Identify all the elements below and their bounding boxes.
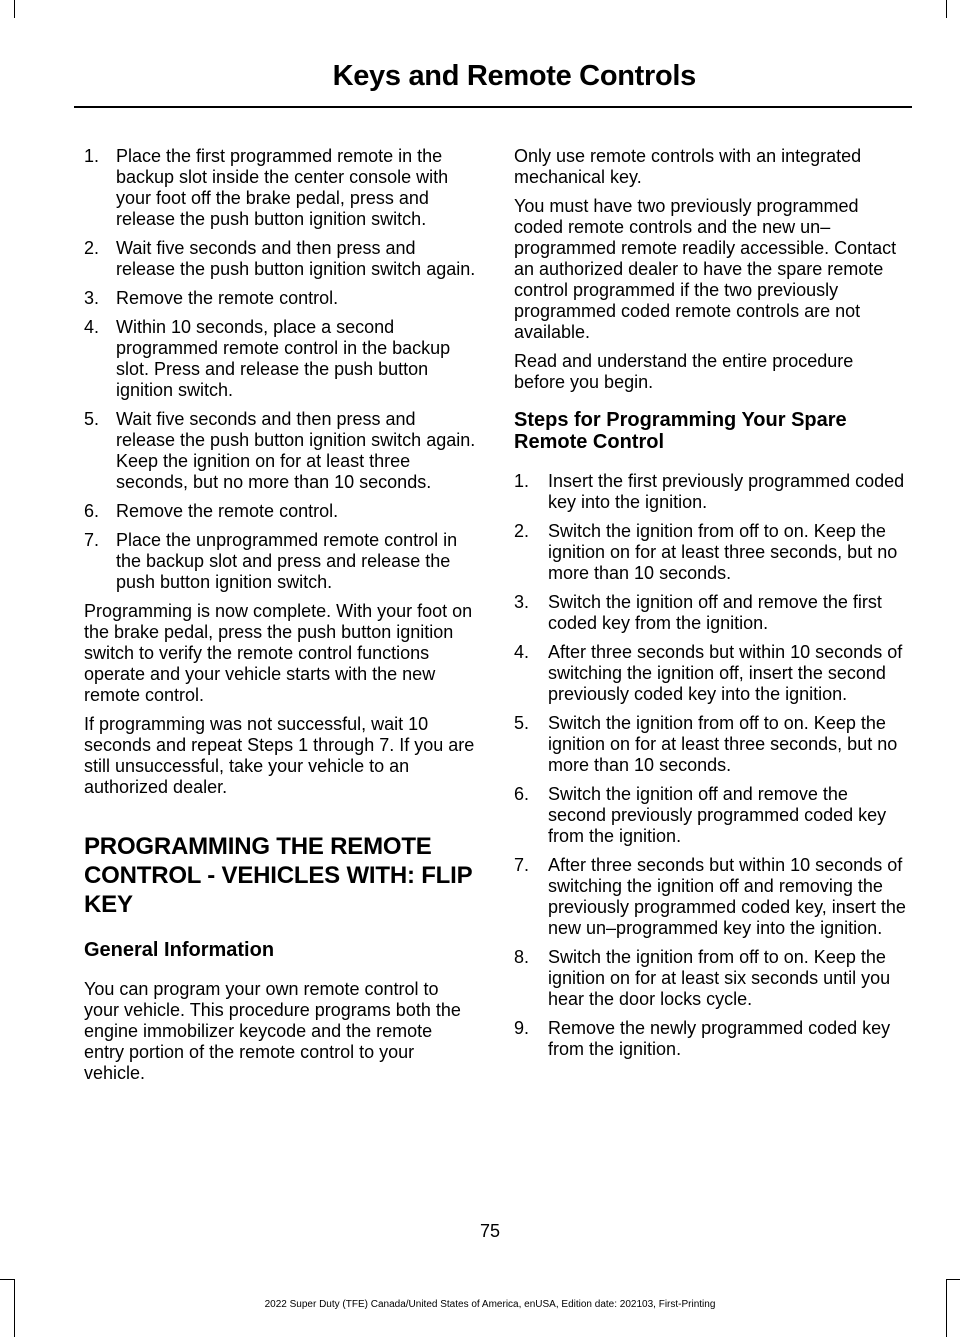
list-item: 8. Switch the ignition from off to on. Keep the ignition on for at least six seconds until you hear the door locks cycle. (514, 947, 891, 1009)
list-item: 9. Remove the newly programmed coded key from the ignition. (514, 1018, 891, 1059)
header-rule (74, 106, 912, 108)
page-number: 75 (479, 1221, 501, 1241)
paragraph-general-information: You can program your own remote control to your vehicle. This procedure programs both the engine immobilizer keycode and the remote entry portion of the remote control to your vehicle. (84, 979, 461, 1083)
paragraph-two-keys: You must have two previously programmed coded remote controls and the new un–programmed remote readily accessible. Contact an authorized dealer to have the spare remote control programmed if the two previously programmed coded remote controls are not available. (514, 196, 897, 342)
paragraph-read-procedure: Read and understand the entire procedure before you begin. (514, 351, 854, 392)
page-title: Keys and Remote Controls (332, 60, 696, 92)
paragraph-not-successful: If programming was not successful, wait 10 seconds and repeat Steps 1 through 7. If you are still unsuccessful, take your vehicle to an authorized dealer. (84, 714, 475, 797)
crop-mark-top-left (14, 0, 15, 18)
paragraph-integrated-key: Only use remote controls with an integrated mechanical key. (514, 146, 862, 187)
list-item: 5. Wait five seconds and then press and release the push button ignition switch again. Keep the ignition on for at least three seconds, but no more than 10 seconds. (84, 409, 476, 492)
list-item: 2. Switch the ignition from off to on. Keep the ignition on for at least three seconds, but no more than 10 seconds. (514, 521, 898, 583)
left-column (84, 146, 476, 1092)
list-item: 6. Switch the ignition off and remove the second previously programmed coded key from the ignition. (514, 784, 887, 846)
list-item: 4. Within 10 seconds, place a second programmed remote control in the backup slot. Press and release the push button ignition switch. (84, 317, 451, 400)
list-item: 7. Place the unprogrammed remote control in the backup slot and press and release the push button ignition switch. (84, 530, 458, 592)
subheading-general-information: General Information (84, 939, 275, 961)
crop-mark-bottom-right-h (946, 1279, 960, 1280)
paragraph-programming-complete: Programming is now complete. With your foot on the brake pedal, press the push button ignition switch to verify the remote control functions operate and your vehicle starts with the new remote control. (84, 601, 473, 705)
list-item: 1. Insert the first previously programmed coded key into the ignition. (514, 471, 905, 512)
list-item: 7. After three seconds but within 10 seconds of switching the ignition off and removing the previously programmed coded key, insert the new un–programmed key into the ignition. (514, 855, 906, 938)
right-step-list (514, 471, 908, 1060)
crop-mark-bottom-left-h (0, 1279, 14, 1280)
crop-mark-top-right (946, 0, 947, 18)
list-item: 5. Switch the ignition from off to on. Keep the ignition on for at least three seconds, but no more than 10 seconds. (514, 713, 898, 775)
list-item: 2. Wait five seconds and then press and release the push button ignition switch again. (84, 238, 476, 279)
left-step-list (84, 146, 476, 593)
footer-edition-info: 2022 Super Duty (TFE) Canada/United States of America, enUSA, Edition date: 202103, First-Printing (264, 1299, 716, 1310)
right-column (514, 146, 908, 1068)
list-item: 3. Remove the remote control. (84, 288, 339, 308)
list-item: 4. After three seconds but within 10 seconds of switching the ignition off, insert the second previously coded key into the ignition. (514, 642, 903, 704)
list-item: 6. Remove the remote control. (84, 501, 339, 521)
list-item: 3. Switch the ignition off and remove the first coded key from the ignition. (514, 592, 882, 633)
subheading-spare-remote-steps: Steps for Programming Your Spare Remote Control (514, 409, 847, 453)
list-item: 1. Place the first programmed remote in the backup slot inside the center console with your foot off the brake pedal, press and release the push button ignition switch. (84, 146, 449, 229)
section-heading: PROGRAMMING THE REMOTE CONTROL - VEHICLES WITH: FLIP KEY (84, 833, 472, 918)
